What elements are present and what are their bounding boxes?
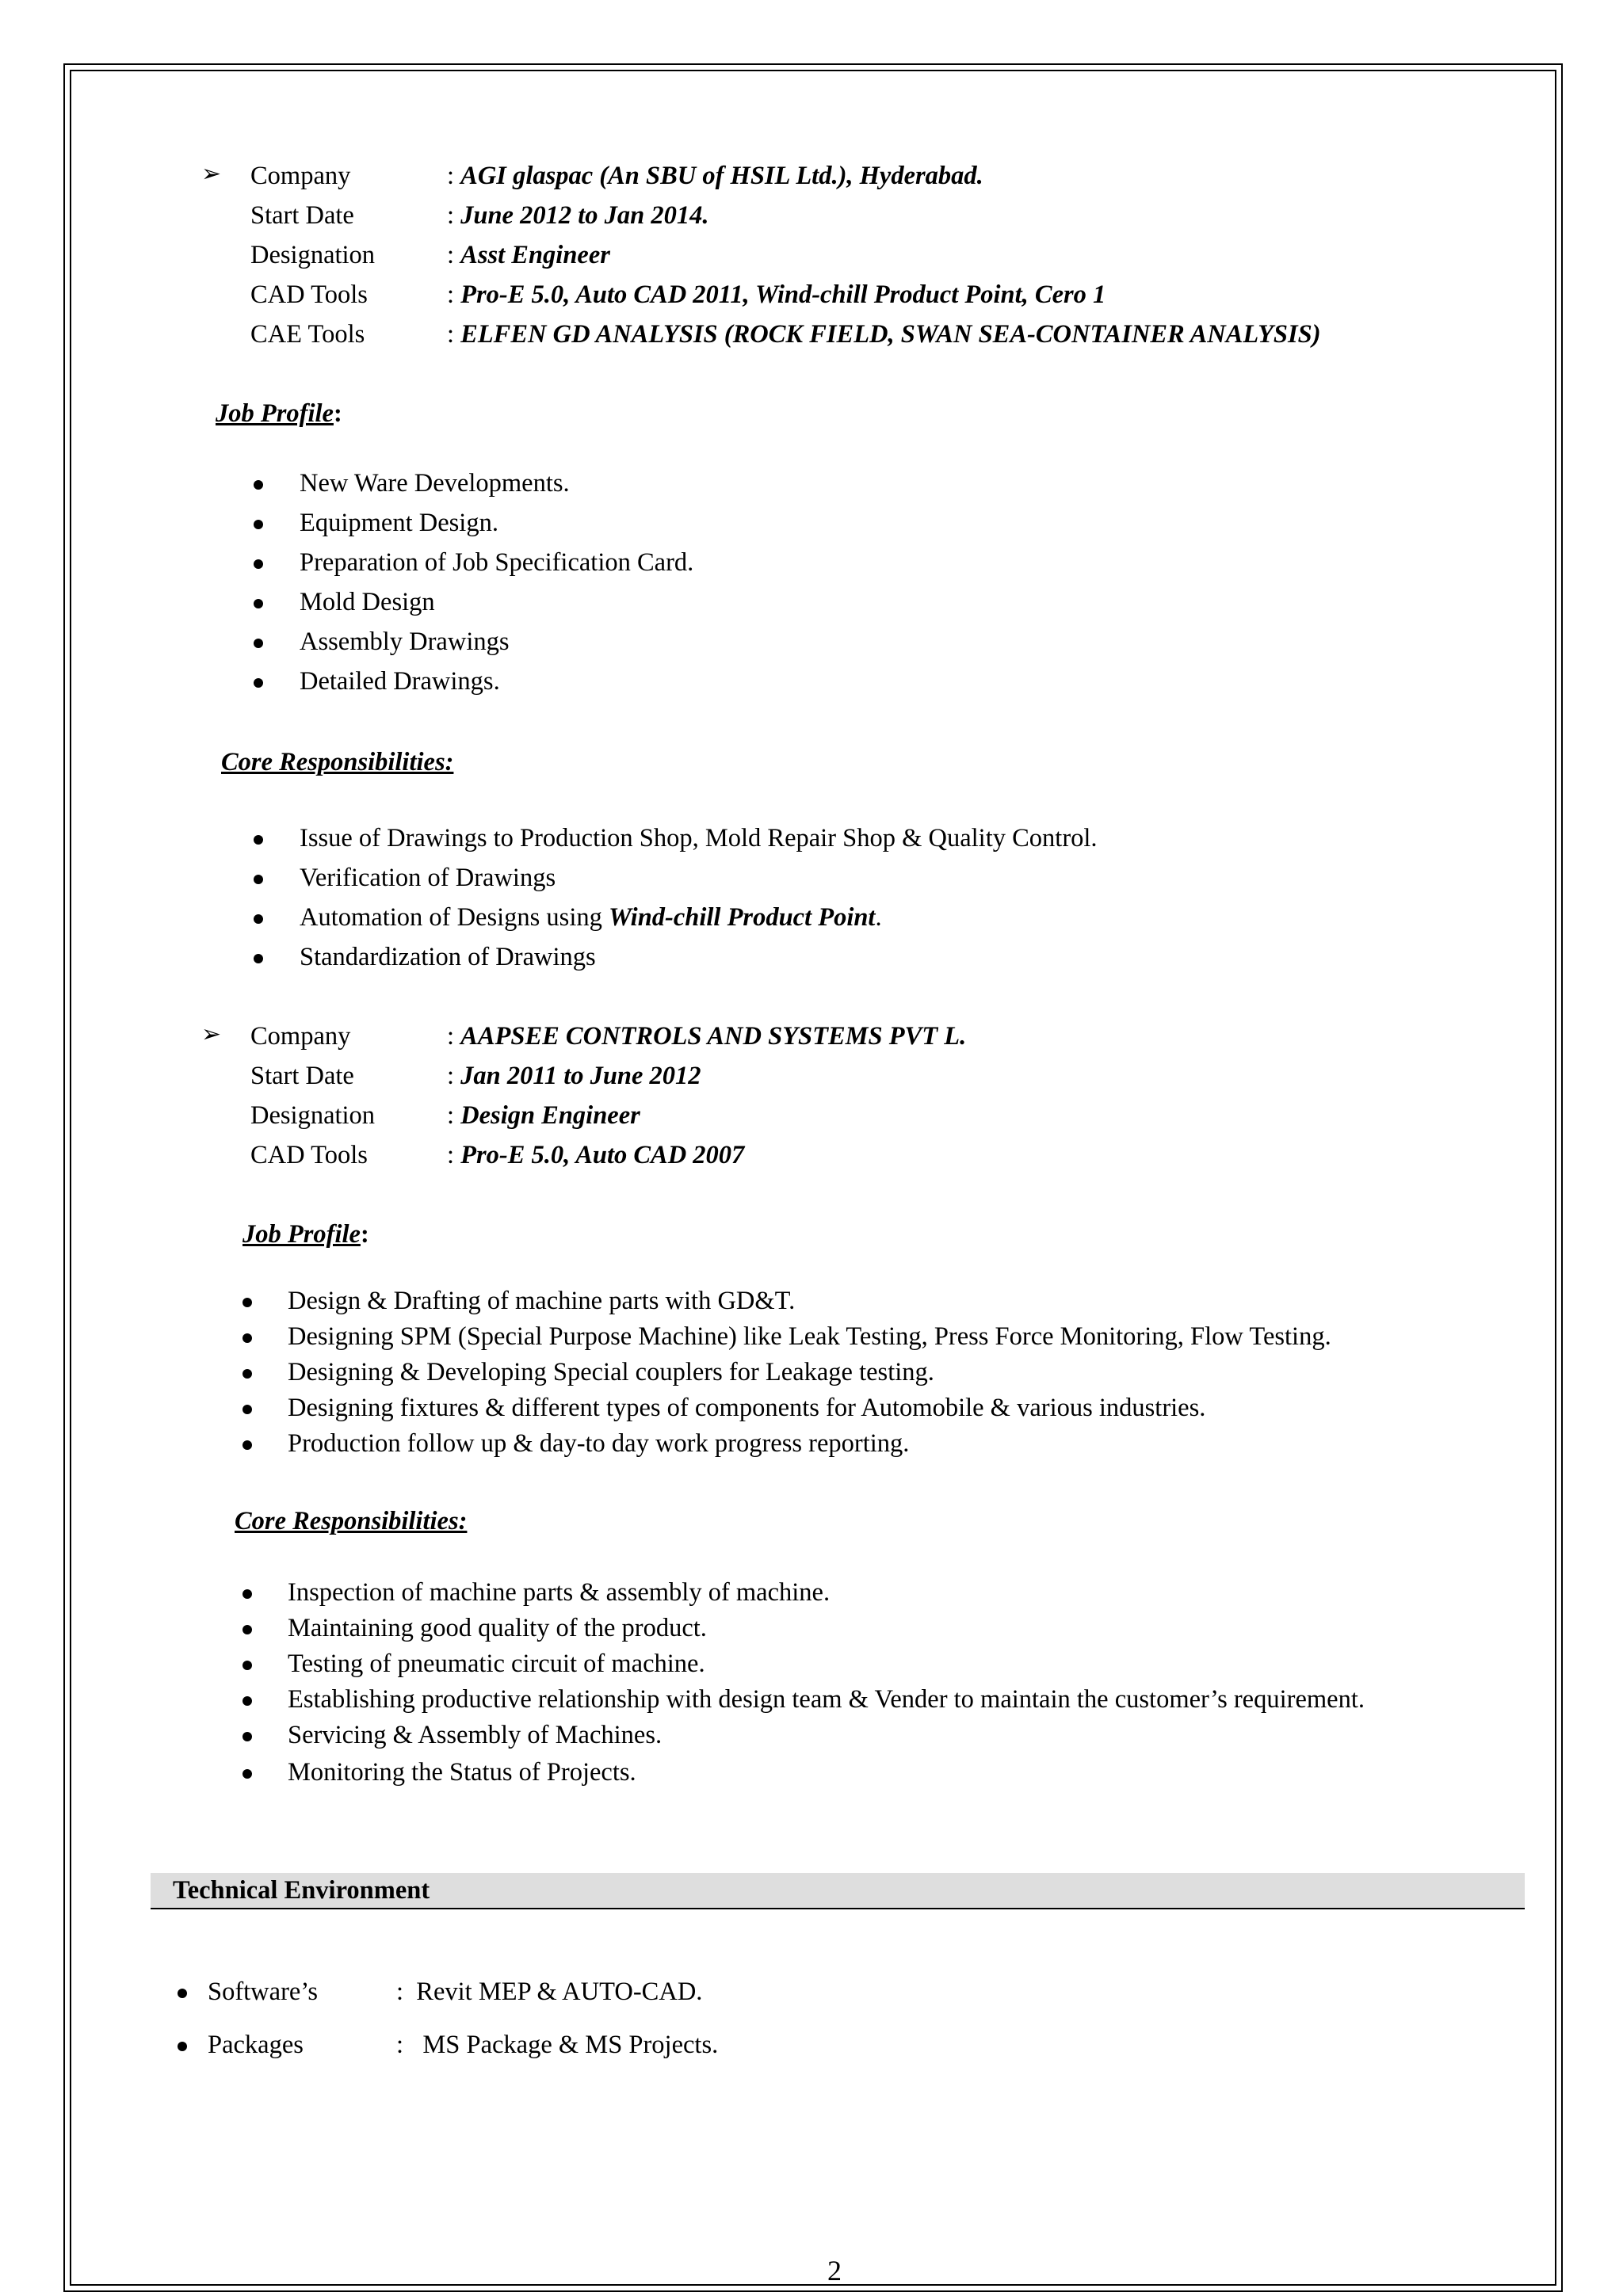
tech-packages-value: MS Package & MS Projects. (416, 2031, 719, 2059)
bullet-icon (242, 1769, 252, 1779)
job2-company-label: Company (250, 1022, 351, 1051)
job1-profile-heading: Job Profile: (216, 399, 342, 428)
job2-designation-value: Design Engineer (460, 1101, 640, 1130)
job1-start-row: : June 2012 to Jan 2014. (447, 201, 709, 230)
list-item: Verification of Drawings (300, 864, 556, 892)
bullet-icon (254, 875, 263, 884)
tech-packages-row: : MS Package & MS Projects. (396, 2031, 719, 2059)
list-item: Issue of Drawings to Production Shop, Mold Repair Shop & Quality Control. (300, 824, 1098, 852)
job1-core-heading: Core Responsibilities: (221, 748, 454, 776)
list-item: Designing & Developing Special couplers for Leakage testing. (288, 1358, 934, 1386)
job2-designation-row: : Design Engineer (447, 1101, 640, 1130)
job1-company-row: : AGI glaspac (An SBU of HSIL Ltd.), Hyderabad. (447, 162, 983, 190)
job1-cae-value: ELFEN GD ANALYSIS (ROCK FIELD, SWAN SEA-CONTAINER ANALYSIS) (460, 320, 1321, 349)
bullet-icon (254, 599, 263, 608)
job1-cad-row: : Pro-E 5.0, Auto CAD 2011, Wind-chill Product Point, Cero 1 (447, 280, 1106, 309)
bullet-icon (242, 1440, 252, 1450)
job2-designation-label: Designation (250, 1101, 376, 1130)
job1-designation-row: : Asst Engineer (447, 241, 610, 269)
job2-start-row: : Jan 2011 to June 2012 (447, 1062, 701, 1090)
bullet-icon (254, 639, 263, 648)
job1-cad-label: CAD Tools (250, 280, 368, 309)
bullet-icon (242, 1298, 252, 1307)
bullet-icon (242, 1369, 252, 1379)
bullet-icon (254, 520, 263, 529)
bullet-icon (254, 954, 263, 963)
tech-software-value: Revit MEP & AUTO-CAD. (416, 1978, 703, 2006)
bullet-icon (254, 480, 263, 490)
bullet-icon (254, 835, 263, 845)
job1-company-value: AGI glaspac (An SBU of HSIL Ltd.), Hyderabad. (460, 162, 983, 190)
job2-cad-label: CAD Tools (250, 1141, 368, 1169)
list-item: Assembly Drawings (300, 627, 510, 656)
job2-core-heading: Core Responsibilities: (235, 1507, 468, 1535)
job1-cae-label: CAE Tools (250, 320, 365, 349)
job2-cad-value: Pro-E 5.0, Auto CAD 2007 (460, 1141, 745, 1169)
core-emphasis: Wind-chill Product Point (608, 903, 876, 932)
list-item: Maintaining good quality of the product. (288, 1614, 707, 1642)
list-item: Standardization of Drawings (300, 943, 596, 971)
arrow-bullet-icon: ➢ (201, 1021, 222, 1047)
job1-start-value: June 2012 to Jan 2014. (460, 201, 709, 230)
list-item: Automation of Designs using Wind-chill Product Point. (300, 903, 882, 932)
bullet-icon (178, 1989, 187, 1998)
bullet-icon (254, 914, 263, 924)
list-item: Detailed Drawings. (300, 667, 500, 696)
arrow-bullet-icon: ➢ (201, 161, 222, 187)
bullet-icon (254, 559, 263, 569)
bullet-icon (254, 678, 263, 688)
job2-company-row: : AAPSEE CONTROLS AND SYSTEMS PVT L. (447, 1022, 967, 1051)
job2-profile-heading: Job Profile: (242, 1220, 369, 1249)
page-number: 2 (827, 2255, 842, 2286)
list-item: Design & Drafting of machine parts with GD&T. (288, 1287, 796, 1315)
list-item: Equipment Design. (300, 509, 498, 537)
list-item: Production follow up & day-to day work progress reporting. (288, 1429, 910, 1458)
job2-start-label: Start Date (250, 1062, 354, 1090)
job2-cad-row: : Pro-E 5.0, Auto CAD 2007 (447, 1141, 745, 1169)
tech-software-label: Software’s (208, 1978, 318, 2006)
tech-software-row: : Revit MEP & AUTO-CAD. (396, 1978, 703, 2006)
bullet-icon (178, 2042, 187, 2051)
bullet-icon (242, 1696, 252, 1706)
list-item: Preparation of Job Specification Card. (300, 548, 694, 577)
list-item: New Ware Developments. (300, 469, 570, 498)
job1-designation-label: Designation (250, 241, 376, 269)
bullet-icon (242, 1589, 252, 1599)
bullet-icon (242, 1625, 252, 1634)
list-item: Designing fixtures & different types of components for Automobile & various industries. (288, 1394, 1206, 1422)
list-item: Mold Design (300, 588, 435, 616)
tech-heading: Technical Environment (173, 1876, 430, 1905)
job1-designation-value: Asst Engineer (460, 241, 610, 269)
job2-company-value: AAPSEE CONTROLS AND SYSTEMS PVT L. (460, 1022, 967, 1051)
list-item: Inspection of machine parts & assembly of machine. (288, 1578, 831, 1607)
job1-start-label: Start Date (250, 201, 354, 230)
list-item: Monitoring the Status of Projects. (288, 1758, 636, 1787)
bullet-icon (242, 1405, 252, 1414)
job1-cad-value: Pro-E 5.0, Auto CAD 2011, Wind-chill Product Point, Cero 1 (460, 280, 1106, 309)
job2-start-value: Jan 2011 to June 2012 (460, 1062, 701, 1090)
bullet-icon (242, 1661, 252, 1670)
list-item: Designing SPM (Special Purpose Machine) like Leak Testing, Press Force Monitoring, Flow Testing. (288, 1322, 1331, 1351)
list-item: Servicing & Assembly of Machines. (288, 1721, 663, 1749)
job1-cae-row: : ELFEN GD ANALYSIS (ROCK FIELD, SWAN SEA-CONTAINER ANALYSIS) (447, 320, 1321, 349)
list-item: Establishing productive relationship with design team & Vender to maintain the customer’s requirement. (288, 1685, 1365, 1714)
list-item: Testing of pneumatic circuit of machine. (288, 1650, 705, 1678)
bullet-icon (242, 1333, 252, 1343)
bullet-icon (242, 1732, 252, 1741)
tech-packages-label: Packages (208, 2031, 304, 2059)
job1-company-label: Company (250, 162, 351, 190)
